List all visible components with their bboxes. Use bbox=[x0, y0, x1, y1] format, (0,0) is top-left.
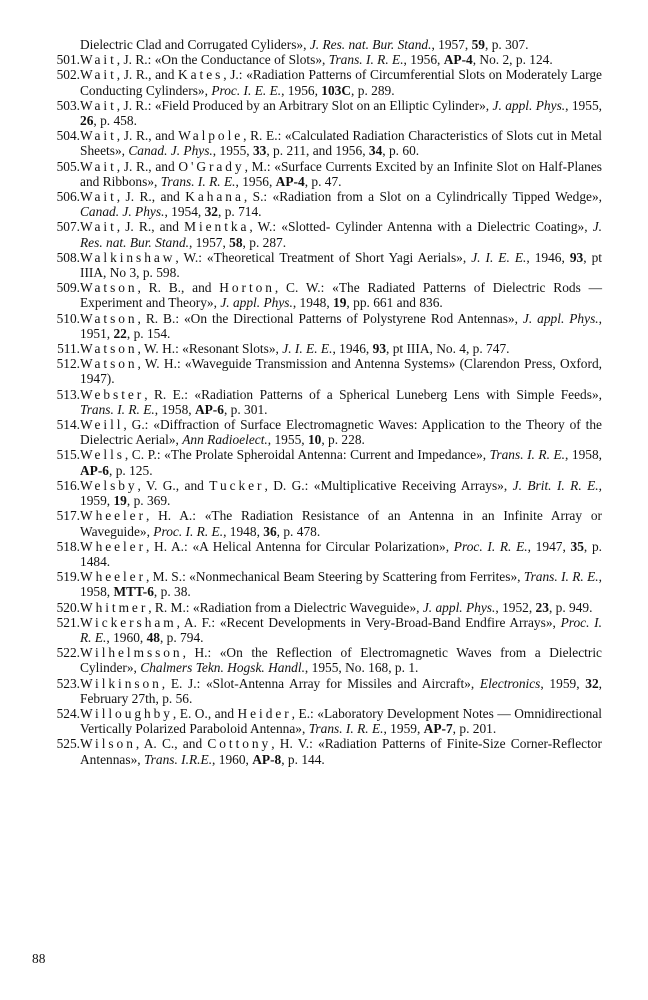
reference-number: 522. bbox=[56, 645, 80, 661]
author-name: Welsby bbox=[80, 477, 138, 493]
journal-title: J. appl. Phys. bbox=[522, 310, 599, 326]
reference-entry bbox=[40, 615, 602, 645]
reference-text-span: , H. A.: «A Helical Antenna for Circular Polarization», bbox=[145, 538, 454, 554]
reference-text bbox=[80, 706, 602, 736]
reference-text-span: , 1948, bbox=[292, 295, 334, 311]
author-name: Wilhelmsson bbox=[80, 645, 183, 661]
volume-number: 35 bbox=[570, 538, 584, 554]
reference-text bbox=[80, 539, 602, 569]
reference-text-span: , p. 125. bbox=[109, 462, 153, 478]
author-name: Walkinshaw bbox=[80, 249, 176, 265]
reference-entry bbox=[40, 387, 602, 417]
reference-number: 515. bbox=[56, 447, 80, 463]
reference-number: 517. bbox=[56, 508, 80, 524]
reference-text-span: , M. S.: «Nonmechanical Beam Steering by Scattering from Ferrites», bbox=[145, 569, 524, 585]
reference-entry bbox=[40, 98, 602, 128]
reference-text-span: , p. 201. bbox=[452, 721, 497, 737]
author-name: Heider bbox=[237, 705, 292, 721]
volume-number: MTT-6 bbox=[113, 584, 154, 600]
reference-text-span: , p. 144. bbox=[281, 751, 325, 767]
reference-text bbox=[80, 615, 602, 645]
volume-number: 19 bbox=[113, 493, 127, 509]
reference-text-span: , p. 154. bbox=[126, 325, 171, 341]
reference-text-span: , 1958, bbox=[565, 447, 603, 463]
reference-text-span: , 1959, bbox=[80, 477, 602, 509]
journal-title: Canad. J. Phys. bbox=[80, 204, 165, 220]
reference-text bbox=[80, 52, 602, 67]
author-name: Wheeler bbox=[80, 538, 146, 554]
reference-text-span: , 1959, bbox=[540, 675, 586, 691]
reference-text-span: , M.: «Surface Currents Excited by an Infinite Slot on Half-Planes and Ribbons», bbox=[80, 158, 602, 189]
journal-title: Trans. I. R. E. bbox=[328, 52, 404, 68]
journal-title: J. Res. nat. Bur. Stand. bbox=[80, 219, 602, 250]
reference-number: 521. bbox=[56, 614, 80, 630]
author-name: Mientka bbox=[184, 219, 250, 235]
reference-entry bbox=[40, 52, 602, 67]
reference-text-span: , A. C., and bbox=[135, 736, 208, 752]
author-name: Horton bbox=[219, 280, 275, 296]
volume-number: 58 bbox=[229, 234, 243, 250]
reference-text bbox=[80, 250, 602, 280]
reference-text bbox=[80, 478, 602, 508]
reference-text-span: , W. H.: «Resonant Slots», bbox=[137, 341, 283, 357]
reference-text-span: , E. O., and bbox=[172, 705, 238, 721]
reference-text-span: , pp. 661 and 836. bbox=[346, 295, 443, 311]
author-name: O'Grady bbox=[178, 158, 245, 174]
volume-number: AP-4 bbox=[275, 173, 305, 189]
reference-text-span: , 1951, bbox=[80, 310, 602, 341]
journal-title: Trans. I. R. E. bbox=[80, 401, 155, 417]
author-name: Willoughby bbox=[80, 705, 173, 721]
author-name: Whitmer bbox=[80, 599, 149, 615]
journal-title: J. appl. Phys. bbox=[422, 599, 496, 615]
reference-text-span: , p. 38. bbox=[153, 584, 191, 600]
reference-text-span: , p. 47. bbox=[304, 173, 342, 189]
reference-text-span: , V. G., and bbox=[137, 477, 210, 493]
reference-text bbox=[80, 311, 602, 341]
reference-text-span: , H. A.: «The Radiation Resistance of an Antenna in an Infinite Array or Waveguide», bbox=[80, 508, 602, 539]
reference-text-span: , pt IIIA, No 3, p. 598. bbox=[80, 249, 603, 281]
reference-entry bbox=[40, 159, 602, 189]
reference-text bbox=[80, 219, 602, 249]
page-number: 88 bbox=[32, 951, 46, 966]
reference-text-span: , R. M.: «Radiation from a Dielectric Waveguide», bbox=[148, 599, 423, 615]
continued-reference bbox=[40, 37, 602, 52]
reference-number: 505. bbox=[56, 158, 80, 174]
volume-number: 32 bbox=[585, 675, 599, 691]
reference-number: 508. bbox=[56, 249, 80, 265]
reference-text bbox=[80, 645, 602, 675]
reference-text-span: , E.: «Laboratory Development Notes — Omnidirectional Vertically Polarized Paraboloid Antenna», bbox=[80, 705, 603, 737]
volume-number: 48 bbox=[146, 629, 160, 645]
reference-text-span: , p. 228. bbox=[321, 432, 365, 448]
reference-text-span: , 1954, bbox=[164, 204, 205, 220]
reference-text-span: , p. 307. bbox=[485, 37, 529, 52]
author-name: Wilson bbox=[80, 736, 136, 752]
author-name: Wheeler bbox=[80, 508, 146, 524]
reference-number: 519. bbox=[56, 569, 80, 585]
author-name: Watson bbox=[80, 356, 138, 372]
reference-text-span: , R. E.: «Calculated Radiation Characteristics of Slots cut in Metal Sheets», bbox=[80, 128, 602, 159]
volume-number: 32 bbox=[204, 204, 218, 220]
reference-entry bbox=[40, 250, 602, 280]
volume-number: 36 bbox=[263, 523, 277, 539]
reference-text bbox=[80, 341, 602, 356]
reference-number: 506. bbox=[56, 189, 80, 205]
reference-text-span: , 1947, bbox=[527, 538, 571, 554]
author-name: Wait bbox=[80, 97, 117, 113]
reference-text-span: , p. 458. bbox=[93, 113, 137, 129]
reference-number: 511. bbox=[57, 341, 80, 357]
reference-text bbox=[80, 356, 602, 386]
reference-text-span: , 1959, bbox=[383, 721, 424, 737]
author-name: Wait bbox=[80, 52, 117, 68]
reference-text-span: , H.: «On the Reflection of Electromagnetic Waves from a Dielectric Cylinder», bbox=[80, 645, 602, 676]
reference-entry bbox=[40, 189, 602, 219]
volume-number: AP-6 bbox=[80, 462, 110, 478]
reference-number: 518. bbox=[56, 538, 80, 554]
reference-text-span: , 1958, bbox=[80, 569, 603, 600]
reference-entry bbox=[40, 128, 602, 158]
journal-title: Proc. I. R. E. bbox=[453, 538, 528, 554]
volume-number: 93 bbox=[372, 341, 387, 357]
journal-title: J. Brit. I. R. E. bbox=[512, 477, 599, 493]
reference-text bbox=[80, 128, 602, 158]
reference-text-span: , C. P.: «The Prolate Spheroidal Antenna: Current and Impedance», bbox=[124, 447, 490, 463]
author-name: Watson bbox=[80, 341, 138, 357]
reference-text-span: , D. G.: «Multiplicative Receiving Arrays», bbox=[264, 477, 513, 493]
reference-text-span: , 1952, bbox=[495, 599, 536, 615]
reference-number: 503. bbox=[56, 97, 80, 113]
reference-text-span: , G.: «Diffraction of Surface Electromagnetic Waves: Application to the Theory of the Dielectric Aerial», bbox=[80, 417, 602, 448]
author-name: Watson bbox=[80, 310, 138, 326]
reference-text-span: , C. W.: «The Radiated Patterns of Dielectric Rods — Experiment and Theory», bbox=[80, 280, 602, 311]
reference-text bbox=[80, 280, 602, 310]
reference-text-span: , 1948, bbox=[223, 523, 264, 539]
reference-text bbox=[80, 189, 602, 219]
author-name: Kates bbox=[178, 67, 224, 83]
volume-number: AP-4 bbox=[443, 52, 473, 68]
reference-entry bbox=[40, 417, 602, 447]
reference-number: 514. bbox=[56, 417, 80, 433]
reference-text bbox=[80, 569, 602, 599]
journal-title: Trans. I. R. E. bbox=[523, 569, 599, 585]
reference-text bbox=[80, 508, 602, 538]
journal-title: J. Res. nat. Bur. Stand. bbox=[309, 37, 432, 52]
volume-number: 33 bbox=[252, 143, 267, 159]
reference-text-span: , J. R.: «On the Conductance of Slots», bbox=[116, 52, 329, 68]
reference-text bbox=[80, 447, 602, 477]
volume-number: AP-6 bbox=[194, 401, 224, 417]
reference-entry bbox=[40, 280, 602, 310]
reference-text-span: , 1960, bbox=[212, 751, 253, 767]
reference-number: 523. bbox=[56, 675, 80, 691]
reference-text-span: , J. R., and bbox=[116, 189, 186, 205]
reference-text-span: , 1955, bbox=[212, 143, 253, 159]
reference-text bbox=[80, 387, 602, 417]
reference-number: 504. bbox=[56, 128, 80, 144]
reference-text-span: , p. 369. bbox=[126, 493, 171, 509]
reference-text bbox=[80, 67, 602, 97]
reference-text-span: , p. 478. bbox=[276, 523, 321, 539]
volume-number: AP-7 bbox=[423, 721, 453, 737]
reference-text-span: , R. B., and bbox=[137, 280, 220, 296]
reference-text-span: , 1955, No. 168, p. 1. bbox=[304, 660, 419, 676]
journal-title: Trans. I. R. E. bbox=[308, 721, 384, 737]
journal-title: Chalmers Tekn. Hogsk. Handl. bbox=[140, 660, 305, 676]
author-name: Wait bbox=[80, 189, 117, 205]
reference-number: 507. bbox=[56, 219, 80, 235]
reference-text-span: , R. E.: «Radiation Patterns of a Spherical Luneberg Lens with Simple Feeds», bbox=[144, 386, 602, 402]
reference-text-span: , 1955, bbox=[267, 432, 308, 448]
author-name: Walpole bbox=[178, 128, 244, 144]
author-name: Watson bbox=[80, 280, 138, 296]
reference-number: 512. bbox=[56, 356, 80, 372]
volume-number: 19 bbox=[333, 295, 347, 311]
reference-entry bbox=[40, 539, 602, 569]
author-name: Wilkinson bbox=[80, 675, 162, 691]
reference-entry bbox=[40, 67, 602, 97]
reference-text-span: , February 27th, p. 56. bbox=[80, 675, 602, 706]
author-name: Weill bbox=[80, 417, 124, 433]
reference-entry bbox=[40, 676, 602, 706]
reference-number: 524. bbox=[56, 705, 80, 721]
journal-title: J. appl. Phys. bbox=[220, 295, 293, 311]
reference-text-span: , J.: «Radiation Patterns of Circumferential Slots on Moderately Large Conducting Cylinders», bbox=[80, 67, 603, 98]
author-name: Wells bbox=[80, 447, 125, 463]
reference-number: 520. bbox=[56, 599, 80, 615]
author-name: Wait bbox=[80, 219, 117, 235]
reference-text-span: , W. H.: «Waveguide Transmission and Antenna Systems» (Clarendon Press, Oxford, 1947). bbox=[80, 356, 602, 387]
reference-entry bbox=[40, 706, 602, 736]
reference-entry bbox=[40, 508, 602, 538]
reference-text-span: , J. R., and bbox=[116, 158, 179, 174]
reference-entry bbox=[40, 645, 602, 675]
reference-text-span: , p. 211, and 1956, bbox=[266, 143, 369, 159]
reference-items bbox=[40, 52, 602, 767]
reference-number: 516. bbox=[56, 477, 80, 493]
reference-text-span: , J. R.: «Field Produced by an Arbitrary Slot on an Elliptic Cylinder», bbox=[116, 97, 493, 113]
reference-text-span: , 1956, bbox=[281, 82, 322, 98]
author-name: Cottony bbox=[207, 736, 272, 752]
volume-number: 34 bbox=[368, 143, 383, 159]
reference-text-span: , p. 949. bbox=[548, 599, 593, 615]
journal-title: J. I. E. E. bbox=[471, 249, 527, 265]
reference-entry bbox=[40, 478, 602, 508]
volume-number: 26 bbox=[80, 113, 94, 129]
reference-number: 509. bbox=[56, 280, 80, 296]
reference-text-span: , p. 1484. bbox=[80, 538, 602, 569]
volume-number: 103C bbox=[321, 82, 352, 98]
reference-text-span: , E. J.: «Slot-Antenna Array for Missiles and Aircraft», bbox=[161, 675, 480, 691]
author-name: Wickersham bbox=[80, 614, 177, 630]
author-name: Webster bbox=[80, 386, 145, 402]
reference-number: 501. bbox=[56, 52, 80, 68]
reference-text-span: , A. F.: «Recent Developments in Very-Broad-Band Endfire Arrays», bbox=[176, 614, 561, 630]
reference-text-span: Dielectric Clad and Corrugated Cyliders», bbox=[80, 37, 310, 52]
reference-entry bbox=[40, 356, 602, 386]
author-name: Wait bbox=[80, 158, 117, 174]
journal-title: Trans. I. R. E. bbox=[489, 447, 565, 463]
author-name: Wheeler bbox=[80, 569, 146, 585]
reference-entry bbox=[40, 219, 602, 249]
journal-title: J. I. E. E. bbox=[282, 341, 333, 357]
volume-number: AP-8 bbox=[252, 751, 282, 767]
reference-text-span: , p. 60. bbox=[382, 143, 420, 159]
journal-title: J. appl. Phys. bbox=[492, 97, 566, 113]
reference-number: 525. bbox=[56, 736, 80, 752]
volume-number: 23 bbox=[535, 599, 549, 615]
continued-reference-text bbox=[80, 37, 602, 52]
reference-text bbox=[80, 98, 602, 128]
reference-list bbox=[40, 37, 602, 767]
journal-title: Trans. I.R.E. bbox=[143, 751, 213, 767]
reference-text bbox=[80, 676, 602, 706]
reference-text-span: , J. R., and bbox=[116, 219, 185, 235]
reference-entry bbox=[40, 311, 602, 341]
reference-text-span: , H. V.: «Radiation Patterns of Finite-Size Corner-Reflector Antennas», bbox=[80, 736, 602, 767]
reference-entry bbox=[40, 736, 602, 766]
journal-title: Canad. J. Phys. bbox=[128, 143, 213, 159]
journal-title: Ann Radioelect. bbox=[182, 432, 268, 448]
journal-title: Trans. I. R. E. bbox=[160, 173, 236, 189]
reference-number: 510. bbox=[56, 310, 80, 326]
reference-entry bbox=[40, 341, 602, 356]
reference-text-span: , W.: «Slotted- Cylinder Antenna with a Dielectric Coating», bbox=[249, 219, 593, 235]
volume-number: 59 bbox=[471, 37, 485, 52]
reference-text-span: , p. 794. bbox=[159, 629, 204, 645]
reference-entry bbox=[40, 447, 602, 477]
journal-title: Proc. I. R. E. bbox=[80, 614, 602, 645]
journal-title: Electronics bbox=[479, 675, 541, 691]
author-name: Wait bbox=[80, 128, 117, 144]
reference-text-span: , 1958, bbox=[154, 401, 195, 417]
reference-text-span: , p. 301. bbox=[223, 401, 268, 417]
reference-number: 502. bbox=[56, 67, 80, 83]
author-name: Tucker bbox=[209, 477, 265, 493]
reference-text-span: , 1946, bbox=[526, 249, 570, 265]
reference-text-span: , 1960, bbox=[106, 629, 147, 645]
reference-text-span: , pt IIIA, No. 4, p. 747. bbox=[386, 341, 510, 357]
reference-text bbox=[80, 159, 602, 189]
volume-number: 22 bbox=[113, 325, 127, 341]
reference-text-span: , p. 287. bbox=[242, 234, 287, 250]
reference-text-span: , 1957, bbox=[431, 37, 472, 52]
reference-number: 513. bbox=[56, 386, 80, 402]
reference-text bbox=[80, 600, 602, 615]
reference-text-span: , p. 714. bbox=[218, 204, 262, 220]
volume-number: 93 bbox=[569, 249, 584, 265]
reference-text-span: , S.: «Radiation from a Slot on a Cylindrically Tipped Wedge», bbox=[243, 189, 602, 205]
reference-text bbox=[80, 417, 602, 447]
reference-entry bbox=[40, 569, 602, 599]
reference-entry bbox=[40, 600, 602, 615]
reference-text-span: , 1956, bbox=[235, 173, 276, 189]
reference-text-span: , 1955, bbox=[565, 97, 602, 113]
reference-text-span: , J. R., and bbox=[116, 128, 179, 144]
reference-text-span: , No. 2, p. 124. bbox=[472, 52, 553, 68]
reference-text-span: , 1946, bbox=[332, 341, 373, 357]
journal-title: Proc. I. R. E. bbox=[153, 523, 224, 539]
reference-text-span: , 1957, bbox=[188, 234, 230, 250]
reference-text bbox=[80, 736, 602, 766]
author-name: Kahana bbox=[185, 189, 244, 205]
reference-text-span: , J. R., and bbox=[116, 67, 179, 83]
reference-text-span: , 1956, bbox=[403, 52, 444, 68]
author-name: Wait bbox=[80, 67, 117, 83]
reference-text-span: , R. B.: «On the Directional Patterns of Polystyrene Rod Antennas», bbox=[137, 310, 523, 326]
volume-number: 10 bbox=[307, 432, 322, 448]
journal-title: Proc. I. E. E. bbox=[211, 82, 282, 98]
reference-text-span: , p. 289. bbox=[351, 82, 395, 98]
reference-text-span: , W.: «Theoretical Treatment of Short Yagi Aerials», bbox=[175, 249, 472, 265]
